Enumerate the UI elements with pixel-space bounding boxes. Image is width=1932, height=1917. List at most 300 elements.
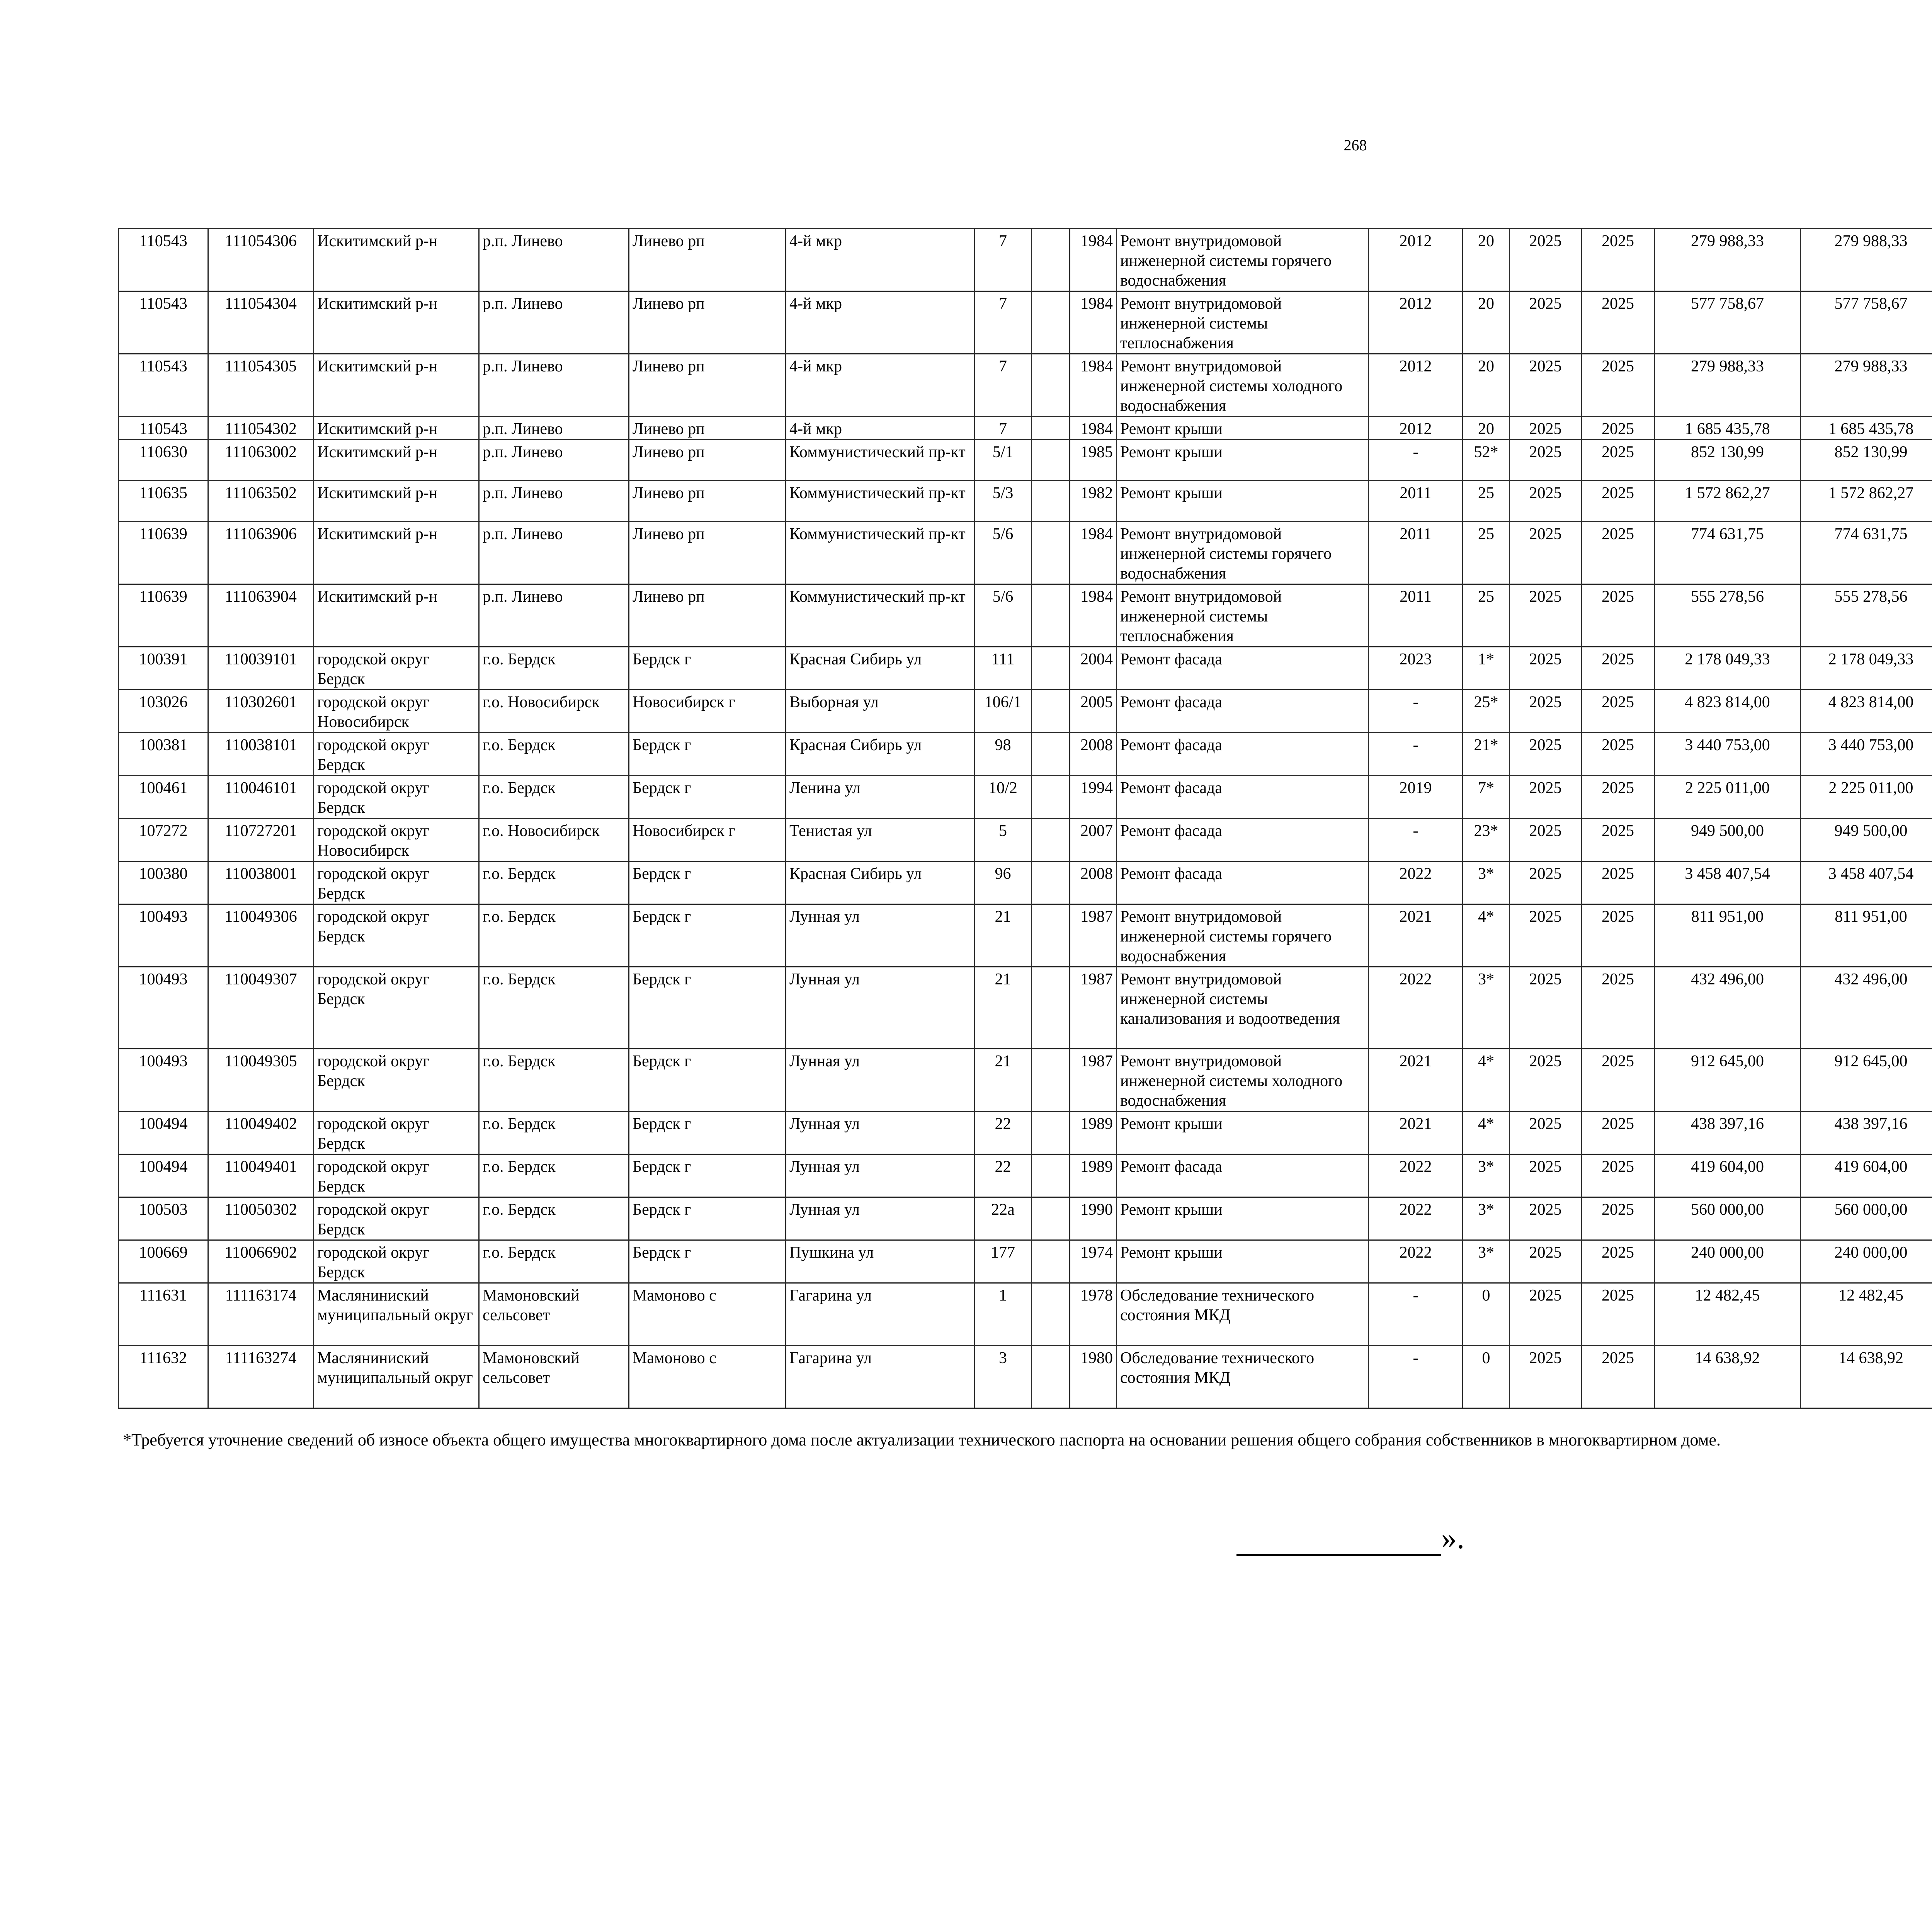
cell-object-id: 111631 [119, 1283, 208, 1346]
cell-plan-year-end: 2025 [1582, 1197, 1655, 1240]
cell-regional-fund-cost: 3 458 407,54 [1801, 861, 1932, 904]
cell-plan-year-end: 2025 [1582, 967, 1655, 1049]
table-row [119, 584, 1932, 647]
cell-last-repair-year: 2012 [1369, 229, 1463, 291]
cell-plan-year-start: 2025 [1510, 690, 1582, 733]
cell-building-block [1032, 904, 1070, 967]
table-row [119, 291, 1932, 354]
cell-object-id: 111632 [119, 1346, 208, 1408]
cell-object-id: 110543 [119, 291, 208, 354]
cell-municipal-district: Искитимский р-н [314, 417, 479, 440]
cell-total-cost: 2 178 049,33 [1655, 647, 1801, 690]
cell-settlement: р.п. Линево [479, 229, 629, 291]
cell-plan-year-end: 2025 [1582, 481, 1655, 522]
cell-construction-year: 1987 [1070, 967, 1117, 1049]
cell-settlement: г.о. Новосибирск [479, 690, 629, 733]
cell-element-id: 110727201 [208, 819, 314, 861]
cell-element-id: 110049401 [208, 1154, 314, 1197]
cell-plan-year-start: 2025 [1510, 819, 1582, 861]
cell-plan-year-start: 2025 [1510, 776, 1582, 819]
cell-plan-year-start: 2025 [1510, 1283, 1582, 1346]
cell-total-cost: 811 951,00 [1655, 904, 1801, 967]
table-row [119, 861, 1932, 904]
cell-total-cost: 432 496,00 [1655, 967, 1801, 1049]
cell-object-id: 110543 [119, 354, 208, 417]
cell-plan-year-start: 2025 [1510, 440, 1582, 481]
cell-plan-year-end: 2025 [1582, 291, 1655, 354]
cell-wear-percent: 20 [1463, 229, 1510, 291]
table-row [119, 1283, 1932, 1346]
cell-element-id: 110038001 [208, 861, 314, 904]
cell-settlement: р.п. Линево [479, 522, 629, 584]
cell-locality: Линево рп [629, 481, 786, 522]
table-row [119, 904, 1932, 967]
cell-building-block [1032, 861, 1070, 904]
cell-locality: Линево рп [629, 354, 786, 417]
cell-locality: Мамоново с [629, 1346, 786, 1408]
cell-object-id: 103026 [119, 690, 208, 733]
cell-wear-percent: 4* [1463, 1112, 1510, 1154]
cell-construction-year: 2005 [1070, 690, 1117, 733]
cell-street: Пушкина ул [786, 1240, 975, 1283]
cell-building-block [1032, 417, 1070, 440]
cell-municipal-district: городской округ Бердск [314, 1154, 479, 1197]
cell-municipal-district: городской округ Бердск [314, 1197, 479, 1240]
cell-building-block [1032, 291, 1070, 354]
cell-street: Лунная ул [786, 904, 975, 967]
cell-element-id: 110050302 [208, 1197, 314, 1240]
cell-plan-year-end: 2025 [1582, 1240, 1655, 1283]
cell-regional-fund-cost: 12 482,45 [1801, 1283, 1932, 1346]
cell-work-type: Ремонт крыши [1117, 1240, 1369, 1283]
cell-construction-year: 1990 [1070, 1197, 1117, 1240]
table-row [119, 1197, 1932, 1240]
cell-element-id: 110049307 [208, 967, 314, 1049]
cell-street: Выборная ул [786, 690, 975, 733]
cell-plan-year-end: 2025 [1582, 1112, 1655, 1154]
cell-locality: Линево рп [629, 291, 786, 354]
cell-regional-fund-cost: 1 572 862,27 [1801, 481, 1932, 522]
cell-work-type: Ремонт внутридомовой инженерной системы холодного водоснабжения [1117, 1049, 1369, 1112]
cell-object-id: 100494 [119, 1112, 208, 1154]
cell-wear-percent: 0 [1463, 1346, 1510, 1408]
cell-street: Тенистая ул [786, 819, 975, 861]
cell-plan-year-end: 2025 [1582, 229, 1655, 291]
cell-building-block [1032, 776, 1070, 819]
page-number: 268 [1344, 136, 1367, 154]
table-row [119, 647, 1932, 690]
cell-plan-year-start: 2025 [1510, 733, 1582, 776]
cell-municipal-district: городской округ Бердск [314, 904, 479, 967]
cell-work-type: Обследование технического состояния МКД [1117, 1346, 1369, 1408]
cell-building-block [1032, 1283, 1070, 1346]
cell-municipal-district: Масляниниский муниципальный округ [314, 1346, 479, 1408]
cell-element-id: 110046101 [208, 776, 314, 819]
cell-work-type: Ремонт крыши [1117, 481, 1369, 522]
cell-last-repair-year: - [1369, 819, 1463, 861]
cell-regional-fund-cost: 560 000,00 [1801, 1197, 1932, 1240]
cell-element-id: 110049402 [208, 1112, 314, 1154]
cell-construction-year: 1984 [1070, 522, 1117, 584]
cell-street: Гагарина ул [786, 1283, 975, 1346]
cell-locality: Линево рп [629, 417, 786, 440]
cell-plan-year-start: 2025 [1510, 522, 1582, 584]
table-row [119, 733, 1932, 776]
cell-house-number: 5/3 [975, 481, 1032, 522]
cell-plan-year-end: 2025 [1582, 440, 1655, 481]
cell-building-block [1032, 354, 1070, 417]
cell-plan-year-end: 2025 [1582, 776, 1655, 819]
cell-locality: Мамоново с [629, 1283, 786, 1346]
cell-total-cost: 1 685 435,78 [1655, 417, 1801, 440]
cell-total-cost: 3 440 753,00 [1655, 733, 1801, 776]
cell-total-cost: 279 988,33 [1655, 229, 1801, 291]
cell-plan-year-start: 2025 [1510, 1197, 1582, 1240]
cell-total-cost: 438 397,16 [1655, 1112, 1801, 1154]
cell-street: Лунная ул [786, 1154, 975, 1197]
cell-building-block [1032, 1112, 1070, 1154]
cell-street: Гагарина ул [786, 1346, 975, 1408]
cell-municipal-district: Искитимский р-н [314, 291, 479, 354]
cell-locality: Бердск г [629, 1154, 786, 1197]
cell-element-id: 111054302 [208, 417, 314, 440]
cell-last-repair-year: 2012 [1369, 417, 1463, 440]
cell-work-type: Ремонт фасада [1117, 690, 1369, 733]
cell-wear-percent: 1* [1463, 647, 1510, 690]
table-row [119, 1240, 1932, 1283]
cell-wear-percent: 25 [1463, 481, 1510, 522]
cell-settlement: г.о. Бердск [479, 1154, 629, 1197]
cell-locality: Линево рп [629, 229, 786, 291]
cell-house-number: 7 [975, 229, 1032, 291]
cell-object-id: 107272 [119, 819, 208, 861]
cell-street: 4-й мкр [786, 291, 975, 354]
cell-settlement: р.п. Линево [479, 291, 629, 354]
cell-wear-percent: 3* [1463, 967, 1510, 1049]
cell-plan-year-end: 2025 [1582, 733, 1655, 776]
cell-settlement: г.о. Бердск [479, 1049, 629, 1112]
cell-plan-year-end: 2025 [1582, 690, 1655, 733]
cell-municipal-district: городской округ Бердск [314, 647, 479, 690]
signature-line [1236, 1527, 1441, 1556]
cell-regional-fund-cost: 577 758,67 [1801, 291, 1932, 354]
cell-element-id: 111063502 [208, 481, 314, 522]
cell-plan-year-end: 2025 [1582, 819, 1655, 861]
cell-locality: Бердск г [629, 1197, 786, 1240]
cell-work-type: Ремонт фасада [1117, 819, 1369, 861]
cell-house-number: 98 [975, 733, 1032, 776]
cell-house-number: 177 [975, 1240, 1032, 1283]
cell-object-id: 110543 [119, 417, 208, 440]
cell-wear-percent: 4* [1463, 1049, 1510, 1112]
cell-building-block [1032, 522, 1070, 584]
cell-last-repair-year: 2023 [1369, 647, 1463, 690]
cell-total-cost: 852 130,99 [1655, 440, 1801, 481]
cell-wear-percent: 20 [1463, 291, 1510, 354]
cell-last-repair-year: 2021 [1369, 1112, 1463, 1154]
cell-regional-fund-cost: 2 178 049,33 [1801, 647, 1932, 690]
cell-locality: Бердск г [629, 776, 786, 819]
cell-object-id: 100493 [119, 1049, 208, 1112]
cell-municipal-district: городской округ Новосибирск [314, 819, 479, 861]
cell-last-repair-year: 2022 [1369, 1240, 1463, 1283]
cell-last-repair-year: 2019 [1369, 776, 1463, 819]
cell-element-id: 110066902 [208, 1240, 314, 1283]
cell-settlement: р.п. Линево [479, 440, 629, 481]
cell-building-block [1032, 1049, 1070, 1112]
cell-wear-percent: 3* [1463, 1197, 1510, 1240]
cell-locality: Новосибирск г [629, 690, 786, 733]
table-row [119, 1154, 1932, 1197]
table-row [119, 967, 1932, 1049]
cell-element-id: 111063904 [208, 584, 314, 647]
cell-construction-year: 1984 [1070, 584, 1117, 647]
cell-municipal-district: городской округ Бердск [314, 1112, 479, 1154]
cell-element-id: 111063002 [208, 440, 314, 481]
cell-house-number: 5/6 [975, 584, 1032, 647]
cell-locality: Бердск г [629, 647, 786, 690]
cell-locality: Бердск г [629, 861, 786, 904]
cell-regional-fund-cost: 811 951,00 [1801, 904, 1932, 967]
cell-house-number: 96 [975, 861, 1032, 904]
cell-house-number: 3 [975, 1346, 1032, 1408]
cell-house-number: 10/2 [975, 776, 1032, 819]
cell-plan-year-start: 2025 [1510, 1240, 1582, 1283]
cell-last-repair-year: 2022 [1369, 967, 1463, 1049]
cell-plan-year-start: 2025 [1510, 1112, 1582, 1154]
cell-object-id: 100503 [119, 1197, 208, 1240]
cell-total-cost: 419 604,00 [1655, 1154, 1801, 1197]
cell-street: Коммунистический пр-кт [786, 440, 975, 481]
cell-object-id: 100391 [119, 647, 208, 690]
cell-last-repair-year: 2022 [1369, 861, 1463, 904]
cell-work-type: Ремонт фасада [1117, 1154, 1369, 1197]
cell-last-repair-year: 2011 [1369, 522, 1463, 584]
cell-object-id: 110639 [119, 522, 208, 584]
cell-work-type: Ремонт крыши [1117, 417, 1369, 440]
cell-construction-year: 1984 [1070, 417, 1117, 440]
cell-construction-year: 1978 [1070, 1283, 1117, 1346]
cell-construction-year: 1989 [1070, 1112, 1117, 1154]
cell-locality: Бердск г [629, 967, 786, 1049]
cell-plan-year-end: 2025 [1582, 1049, 1655, 1112]
cell-street: Лунная ул [786, 1049, 975, 1112]
cell-work-type: Ремонт фасада [1117, 776, 1369, 819]
closing-quote-mark: ». [1441, 1521, 1464, 1555]
cell-wear-percent: 25* [1463, 690, 1510, 733]
table-row [119, 229, 1932, 291]
cell-street: Красная Сибирь ул [786, 647, 975, 690]
cell-building-block [1032, 967, 1070, 1049]
cell-work-type: Ремонт внутридомовой инженерной системы горячего водоснабжения [1117, 522, 1369, 584]
cell-element-id: 111063906 [208, 522, 314, 584]
cell-house-number: 22а [975, 1197, 1032, 1240]
cell-municipal-district: городской округ Бердск [314, 1240, 479, 1283]
cell-object-id: 100669 [119, 1240, 208, 1283]
cell-building-block [1032, 1154, 1070, 1197]
cell-locality: Бердск г [629, 733, 786, 776]
table-row [119, 481, 1932, 522]
cell-wear-percent: 52* [1463, 440, 1510, 481]
cell-building-block [1032, 1197, 1070, 1240]
cell-element-id: 110302601 [208, 690, 314, 733]
cell-settlement: р.п. Линево [479, 481, 629, 522]
cell-construction-year: 2008 [1070, 861, 1117, 904]
cell-building-block [1032, 690, 1070, 733]
cell-settlement: р.п. Линево [479, 417, 629, 440]
cell-plan-year-start: 2025 [1510, 1154, 1582, 1197]
cell-last-repair-year: 2022 [1369, 1197, 1463, 1240]
cell-plan-year-end: 2025 [1582, 417, 1655, 440]
cell-municipal-district: Искитимский р-н [314, 229, 479, 291]
table-row [119, 440, 1932, 481]
cell-locality: Бердск г [629, 1240, 786, 1283]
cell-municipal-district: городской округ Бердск [314, 861, 479, 904]
cell-construction-year: 1989 [1070, 1154, 1117, 1197]
cell-street: Красная Сибирь ул [786, 861, 975, 904]
table-row [119, 417, 1932, 440]
cell-house-number: 21 [975, 967, 1032, 1049]
cell-construction-year: 1984 [1070, 229, 1117, 291]
cell-settlement: г.о. Бердск [479, 861, 629, 904]
cell-regional-fund-cost: 1 685 435,78 [1801, 417, 1932, 440]
cell-last-repair-year: - [1369, 1346, 1463, 1408]
cell-wear-percent: 20 [1463, 417, 1510, 440]
cell-total-cost: 279 988,33 [1655, 354, 1801, 417]
cell-municipal-district: Масляниниский муниципальный округ [314, 1283, 479, 1346]
cell-municipal-district: городской округ Бердск [314, 733, 479, 776]
cell-wear-percent: 3* [1463, 1154, 1510, 1197]
cell-regional-fund-cost: 4 823 814,00 [1801, 690, 1932, 733]
cell-municipal-district: Искитимский р-н [314, 522, 479, 584]
cell-house-number: 1 [975, 1283, 1032, 1346]
cell-object-id: 100494 [119, 1154, 208, 1197]
cell-wear-percent: 3* [1463, 861, 1510, 904]
cell-settlement: Мамоновский сельсовет [479, 1346, 629, 1408]
table-row [119, 354, 1932, 417]
cell-house-number: 7 [975, 417, 1032, 440]
cell-regional-fund-cost: 432 496,00 [1801, 967, 1932, 1049]
cell-work-type: Ремонт фасада [1117, 733, 1369, 776]
cell-municipal-district: городской округ Новосибирск [314, 690, 479, 733]
cell-plan-year-start: 2025 [1510, 1346, 1582, 1408]
cell-settlement: г.о. Бердск [479, 776, 629, 819]
cell-work-type: Ремонт фасада [1117, 861, 1369, 904]
cell-plan-year-end: 2025 [1582, 354, 1655, 417]
cell-street: Коммунистический пр-кт [786, 522, 975, 584]
cell-street: 4-й мкр [786, 229, 975, 291]
cell-work-type: Ремонт внутридомовой инженерной системы холодного водоснабжения [1117, 354, 1369, 417]
cell-object-id: 100461 [119, 776, 208, 819]
cell-last-repair-year: - [1369, 733, 1463, 776]
cell-element-id: 110049305 [208, 1049, 314, 1112]
cell-municipal-district: городской округ Бердск [314, 1049, 479, 1112]
cell-total-cost: 240 000,00 [1655, 1240, 1801, 1283]
cell-regional-fund-cost: 852 130,99 [1801, 440, 1932, 481]
cell-street: Лунная ул [786, 1112, 975, 1154]
cell-plan-year-start: 2025 [1510, 354, 1582, 417]
cell-locality: Линево рп [629, 440, 786, 481]
cell-element-id: 110049306 [208, 904, 314, 967]
cell-object-id: 100493 [119, 967, 208, 1049]
cell-settlement: г.о. Бердск [479, 904, 629, 967]
cell-work-type: Ремонт крыши [1117, 1112, 1369, 1154]
cell-element-id: 111163274 [208, 1346, 314, 1408]
cell-plan-year-start: 2025 [1510, 229, 1582, 291]
cell-plan-year-end: 2025 [1582, 647, 1655, 690]
cell-house-number: 21 [975, 1049, 1032, 1112]
cell-total-cost: 774 631,75 [1655, 522, 1801, 584]
table-row [119, 1346, 1932, 1408]
cell-wear-percent: 20 [1463, 354, 1510, 417]
cell-regional-fund-cost: 279 988,33 [1801, 354, 1932, 417]
cell-locality: Бердск г [629, 1112, 786, 1154]
cell-regional-fund-cost: 912 645,00 [1801, 1049, 1932, 1112]
cell-locality: Бердск г [629, 1049, 786, 1112]
cell-locality: Бердск г [629, 904, 786, 967]
cell-settlement: г.о. Бердск [479, 1240, 629, 1283]
cell-settlement: г.о. Бердск [479, 967, 629, 1049]
cell-settlement: Мамоновский сельсовет [479, 1283, 629, 1346]
cell-last-repair-year: 2021 [1369, 1049, 1463, 1112]
cell-plan-year-start: 2025 [1510, 584, 1582, 647]
cell-municipal-district: городской округ Бердск [314, 967, 479, 1049]
cell-locality: Линево рп [629, 522, 786, 584]
cell-object-id: 110630 [119, 440, 208, 481]
cell-work-type: Ремонт внутридомовой инженерной системы теплоснабжения [1117, 584, 1369, 647]
cell-regional-fund-cost: 3 440 753,00 [1801, 733, 1932, 776]
cell-last-repair-year: - [1369, 440, 1463, 481]
table-row [119, 1112, 1932, 1154]
cell-object-id: 100381 [119, 733, 208, 776]
cell-settlement: р.п. Линево [479, 354, 629, 417]
cell-total-cost: 577 758,67 [1655, 291, 1801, 354]
cell-construction-year: 2007 [1070, 819, 1117, 861]
cell-plan-year-start: 2025 [1510, 861, 1582, 904]
cell-last-repair-year: 2022 [1369, 1154, 1463, 1197]
cell-construction-year: 1984 [1070, 291, 1117, 354]
cell-object-id: 110639 [119, 584, 208, 647]
cell-street: Коммунистический пр-кт [786, 584, 975, 647]
cell-locality: Линево рп [629, 584, 786, 647]
cell-total-cost: 3 458 407,54 [1655, 861, 1801, 904]
cell-settlement: г.о. Бердск [479, 1197, 629, 1240]
cell-element-id: 111163174 [208, 1283, 314, 1346]
cell-total-cost: 949 500,00 [1655, 819, 1801, 861]
table-row [119, 1049, 1932, 1112]
cell-plan-year-start: 2025 [1510, 904, 1582, 967]
cell-construction-year: 1994 [1070, 776, 1117, 819]
cell-street: Ленина ул [786, 776, 975, 819]
cell-plan-year-end: 2025 [1582, 861, 1655, 904]
cell-building-block [1032, 584, 1070, 647]
cell-settlement: г.о. Новосибирск [479, 819, 629, 861]
cell-element-id: 110038101 [208, 733, 314, 776]
cell-element-id: 111054304 [208, 291, 314, 354]
cell-total-cost: 555 278,56 [1655, 584, 1801, 647]
cell-settlement: г.о. Бердск [479, 1112, 629, 1154]
cell-building-block [1032, 1346, 1070, 1408]
cell-house-number: 22 [975, 1154, 1032, 1197]
cell-plan-year-start: 2025 [1510, 417, 1582, 440]
cell-house-number: 22 [975, 1112, 1032, 1154]
cell-wear-percent: 23* [1463, 819, 1510, 861]
cell-plan-year-end: 2025 [1582, 522, 1655, 584]
table-row [119, 522, 1932, 584]
cell-last-repair-year: 2012 [1369, 354, 1463, 417]
cell-wear-percent: 25 [1463, 522, 1510, 584]
cell-house-number: 5/6 [975, 522, 1032, 584]
